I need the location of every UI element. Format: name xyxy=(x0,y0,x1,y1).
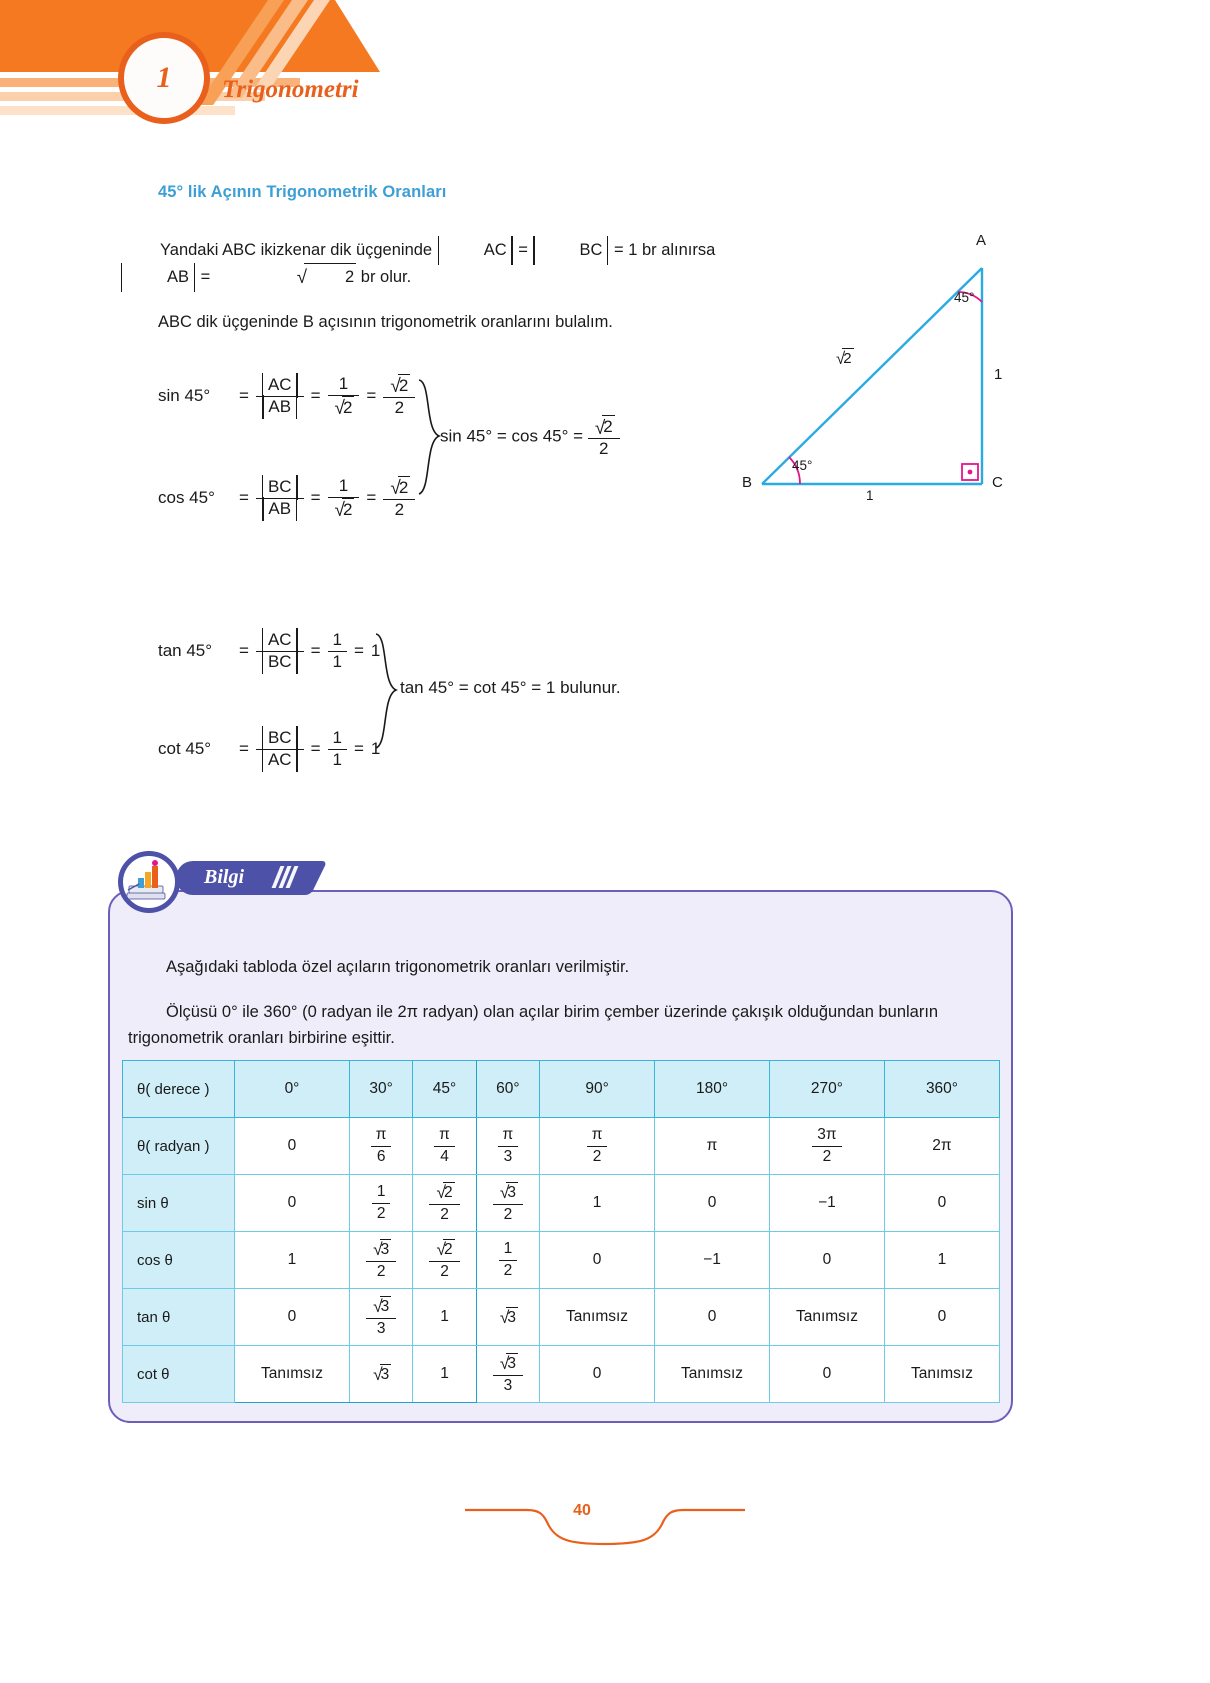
cell-fraction: $\frac{1}{2}$ xyxy=(499,1240,518,1280)
table-cell xyxy=(884,1289,999,1346)
cell-value: 0 xyxy=(287,1308,297,1325)
sin-fraction-one-over-sqrt2 xyxy=(328,374,360,418)
table-cell xyxy=(413,1232,476,1289)
table-cell xyxy=(349,1232,412,1289)
cos-formula-row xyxy=(158,467,415,529)
bilgi-paragraph-2 xyxy=(128,1000,996,1051)
angle-label-a: 45° xyxy=(954,290,975,305)
cot-fraction-ratio xyxy=(256,728,304,770)
tan-formula-row xyxy=(158,620,380,682)
instruction-paragraph: ABC dik üçgeninde B açısının trigonometrik oranlarını bulalım. xyxy=(158,313,613,331)
eq-d2: = xyxy=(310,739,321,758)
table-cell xyxy=(413,1175,476,1232)
bilgi-badge-slashes-icon xyxy=(276,866,297,893)
table-cell xyxy=(235,1232,350,1289)
segment-bc: BC xyxy=(532,238,609,263)
sqrt-two-den: √2 xyxy=(334,397,353,420)
table-cell xyxy=(884,1118,999,1175)
eq-c1: = xyxy=(239,641,249,660)
cell-value: 0 xyxy=(707,1308,717,1325)
cell-value: 0 xyxy=(592,1365,602,1382)
side-label-base: 1 xyxy=(866,488,874,503)
table-cell xyxy=(349,1118,412,1175)
table-row xyxy=(123,1175,1000,1232)
tan-num-ac: AC xyxy=(261,630,299,651)
table-cell xyxy=(349,1289,412,1346)
table-row xyxy=(123,1289,1000,1346)
cell-fraction: $\frac{\pi}{3}$ xyxy=(498,1126,519,1166)
cell-value: 0 xyxy=(822,1365,832,1382)
table-cell: 180° xyxy=(655,1061,770,1118)
table-cell xyxy=(540,1175,655,1232)
cot-num-bc: BC xyxy=(261,728,299,749)
eq-a3: = xyxy=(366,386,377,405)
table-body xyxy=(123,1061,1000,1403)
cell-fraction-sqrt: $\frac{√2}{2}$ xyxy=(429,1182,459,1224)
triangle-svg xyxy=(730,232,1030,502)
cell-value: 1 xyxy=(592,1194,602,1211)
sqrt-radicand: 2 xyxy=(304,263,356,290)
intro-text-c: br olur. xyxy=(360,267,412,286)
sin-fraction-ratio xyxy=(256,375,304,417)
table-cell xyxy=(769,1118,884,1175)
sqrt-two-inline: √ 2 xyxy=(215,263,356,290)
cos-fraction-one-over-sqrt2 xyxy=(328,476,360,520)
table-cell xyxy=(476,1346,539,1403)
sin-cos-result-fraction xyxy=(588,415,620,459)
cell-value: 0 xyxy=(822,1251,832,1268)
table-cell xyxy=(540,1289,655,1346)
cell-value: 2π xyxy=(932,1137,952,1154)
segment-ab: AB xyxy=(120,265,196,290)
table-cell xyxy=(235,1118,350,1175)
cell-sqrt: √3 xyxy=(499,1307,516,1328)
row-header: tan θ xyxy=(123,1289,235,1346)
equals-1: = xyxy=(518,241,528,259)
cell-value: 1 xyxy=(440,1308,449,1325)
tan-cot-result: tan 45° = cot 45° = 1 bulunur. xyxy=(400,678,621,697)
table-cell xyxy=(655,1232,770,1289)
cos-fraction-ratio xyxy=(256,477,304,519)
table-row xyxy=(123,1346,1000,1403)
cell-value: 0 xyxy=(937,1308,947,1325)
eq-d1: = xyxy=(239,739,249,758)
eq-c2: = xyxy=(310,641,321,660)
cell-fraction: $\frac{3\pi}{2}$ xyxy=(812,1126,841,1166)
table-row xyxy=(123,1061,1000,1118)
sin-cos-result xyxy=(440,415,620,459)
sin-two: 2 xyxy=(394,397,405,417)
cell-value: 0 xyxy=(707,1194,717,1211)
bilgi-badge xyxy=(118,855,308,901)
cell-fraction-sqrt: $\frac{√3}{3}$ xyxy=(366,1296,396,1338)
section-title: 45° lik Açının Trigonometrik Oranları xyxy=(158,183,447,201)
cell-fraction: $\frac{\pi}{4}$ xyxy=(434,1126,455,1166)
table-cell xyxy=(540,1346,655,1403)
cell-value: 0 xyxy=(287,1137,297,1154)
result-den: 2 xyxy=(599,438,609,458)
table-cell xyxy=(769,1346,884,1403)
table-cell xyxy=(413,1346,476,1403)
vertex-label-a: A xyxy=(976,232,987,249)
vertex-label-b: B xyxy=(742,474,753,491)
page-footer xyxy=(465,1500,745,1548)
table-cell: 45° xyxy=(413,1061,476,1118)
eq-b1: = xyxy=(239,488,249,507)
chapter-number: 1 xyxy=(156,61,172,94)
table-cell xyxy=(884,1232,999,1289)
cell-value: 1 xyxy=(937,1251,947,1268)
cell-value: Tanımsız xyxy=(795,1308,858,1325)
table-cell xyxy=(235,1346,350,1403)
cell-value: 0 xyxy=(937,1194,947,1211)
cell-value: 1 xyxy=(287,1251,297,1268)
table-cell: 360° xyxy=(884,1061,999,1118)
cell-fraction-sqrt: $\frac{√3}{2}$ xyxy=(366,1239,396,1281)
tan-cot-formula-block xyxy=(158,620,380,780)
bilgi-p2-pi: 2π xyxy=(397,1003,419,1021)
triangle-hypotenuse xyxy=(762,268,982,484)
sin-label: sin 45° xyxy=(158,386,211,405)
sqrt-two-result: √2 xyxy=(594,417,613,439)
sin-cos-formula-block xyxy=(158,365,415,529)
sqrt-two-num-2: √2 xyxy=(390,477,409,500)
right-angle-dot xyxy=(968,470,973,475)
table-cell: 270° xyxy=(769,1061,884,1118)
intro-paragraph xyxy=(120,238,740,290)
table-cell xyxy=(769,1175,884,1232)
table-cell xyxy=(655,1118,770,1175)
intro-text-a: Yandaki ABC ikizkenar dik üçgeninde xyxy=(160,241,433,259)
row-header: cos θ xyxy=(123,1232,235,1289)
table-cell: 30° xyxy=(349,1061,412,1118)
table-row xyxy=(123,1232,1000,1289)
sin-formula-row xyxy=(158,365,415,427)
table-cell xyxy=(476,1118,539,1175)
table-cell xyxy=(540,1118,655,1175)
cot-one-n: 1 xyxy=(328,728,347,750)
table-cell xyxy=(655,1289,770,1346)
equals-2: = xyxy=(200,267,211,286)
sin-one: 1 xyxy=(328,374,360,396)
bilgi-p2-b: radyan) olan açılar birim çember üzerinde çakışık olduğundan bunların trigonometrik oranları birbirine eşittir. xyxy=(128,1003,939,1047)
cell-value: 0 xyxy=(287,1194,297,1211)
intro-text-b: = 1 br alınırsa xyxy=(613,241,716,259)
table-cell xyxy=(884,1346,999,1403)
table-cell: 90° xyxy=(540,1061,655,1118)
table-cell xyxy=(476,1289,539,1346)
cell-value: −1 xyxy=(703,1251,721,1268)
tan-one-n: 1 xyxy=(328,630,347,652)
table-cell xyxy=(540,1232,655,1289)
cell-fraction-sqrt: $\frac{√3}{2}$ xyxy=(493,1182,523,1224)
table-cell xyxy=(235,1289,350,1346)
cos-two: 2 xyxy=(394,499,405,519)
cell-value: Tanımsız xyxy=(910,1365,973,1382)
bilgi-p2-a: Ölçüsü 0° ile 360° (0 radyan ile xyxy=(166,1003,393,1021)
table-cell xyxy=(476,1175,539,1232)
cos-den-ab: AB xyxy=(261,499,298,520)
table-cell xyxy=(655,1175,770,1232)
eq-d3: = xyxy=(353,739,364,758)
cot-formula-row xyxy=(158,718,380,780)
table-cell xyxy=(235,1175,350,1232)
cos-fraction-sqrt2-over-2 xyxy=(383,476,415,520)
sin-den-ab: AB xyxy=(261,397,298,418)
eq-c3: = xyxy=(353,641,364,660)
row-header: θ( radyan ) xyxy=(123,1118,235,1175)
cot-one-d: 1 xyxy=(332,749,342,769)
cell-fraction-sqrt: $\frac{√3}{3}$ xyxy=(493,1353,523,1395)
sin-num-ac: AC xyxy=(261,375,299,396)
vertex-label-c: C xyxy=(992,474,1003,491)
tan-one-d: 1 xyxy=(332,651,342,671)
sqrt-two-num: √2 xyxy=(390,375,409,398)
tan-fraction-one-over-one xyxy=(328,630,347,672)
cell-value: π xyxy=(706,1137,718,1154)
cot-label: cot 45° xyxy=(158,739,212,758)
cell-value: Tanımsız xyxy=(260,1365,323,1382)
trigonometric-values-table xyxy=(122,1060,1000,1403)
bilgi-badge-circle xyxy=(118,851,180,913)
cot-fraction-one-over-one xyxy=(328,728,347,770)
cell-value: −1 xyxy=(818,1194,836,1211)
table-cell: 0° xyxy=(235,1061,350,1118)
cos-num-bc: BC xyxy=(261,477,299,498)
tan-fraction-ratio xyxy=(256,630,304,672)
eq-a2: = xyxy=(310,386,321,405)
books-chart-icon xyxy=(123,856,175,908)
table-cell xyxy=(413,1118,476,1175)
cot-value: 1 xyxy=(370,739,381,758)
table-row xyxy=(123,1118,1000,1175)
eq-a1: = xyxy=(239,386,249,405)
table-cell xyxy=(476,1232,539,1289)
table-cell xyxy=(884,1175,999,1232)
cell-fraction: $\frac{\pi}{2}$ xyxy=(587,1126,608,1166)
cell-sqrt: √3 xyxy=(373,1364,390,1385)
tan-label: tan 45° xyxy=(158,641,213,660)
table-cell xyxy=(413,1289,476,1346)
table-cell xyxy=(769,1232,884,1289)
table-cell xyxy=(349,1346,412,1403)
sqrt-two-den-2: √2 xyxy=(334,499,353,522)
row-header: θ( derece ) xyxy=(123,1061,235,1118)
chapter-title: Trigonometri xyxy=(222,76,359,103)
page-number: 40 xyxy=(573,1502,591,1519)
table-cell xyxy=(349,1175,412,1232)
bilgi-paragraph-1: Aşağıdaki tabloda özel açıların trigonometrik oranları verilmiştir. xyxy=(166,958,630,976)
tan-den-bc: BC xyxy=(261,652,299,673)
side-label-right: 1 xyxy=(994,366,1003,383)
chapter-number-badge xyxy=(118,32,210,124)
segment-ac: AC xyxy=(437,238,514,263)
cell-value: Tanımsız xyxy=(681,1365,744,1382)
triangle-diagram xyxy=(730,232,1030,502)
row-header: sin θ xyxy=(123,1175,235,1232)
cell-value: 1 xyxy=(440,1365,449,1382)
cell-value: 0 xyxy=(592,1251,602,1268)
eq-b3: = xyxy=(366,488,377,507)
table-cell: 60° xyxy=(476,1061,539,1118)
tan-value: 1 xyxy=(370,641,381,660)
cos-one: 1 xyxy=(328,476,360,498)
cos-label: cos 45° xyxy=(158,488,215,507)
row-header: cot θ xyxy=(123,1346,235,1403)
bilgi-badge-label: Bilgi xyxy=(204,866,245,888)
side-label-hypotenuse: √2 xyxy=(836,349,852,369)
angle-label-b: 45° xyxy=(792,458,813,473)
cell-value: Tanımsız xyxy=(566,1308,629,1325)
cell-fraction: $\frac{\pi}{6}$ xyxy=(371,1126,392,1166)
sin-fraction-sqrt2-over-2 xyxy=(383,374,415,418)
cot-den-ac: AC xyxy=(261,750,299,771)
cell-fraction: $\frac{1}{2}$ xyxy=(372,1183,391,1223)
cell-fraction-sqrt: $\frac{√2}{2}$ xyxy=(429,1239,459,1281)
table-cell xyxy=(769,1289,884,1346)
sin-cos-result-text: sin 45° = cos 45° = xyxy=(440,426,584,446)
table-cell xyxy=(655,1346,770,1403)
header-stripe-3 xyxy=(0,106,235,115)
eq-b2: = xyxy=(310,488,321,507)
